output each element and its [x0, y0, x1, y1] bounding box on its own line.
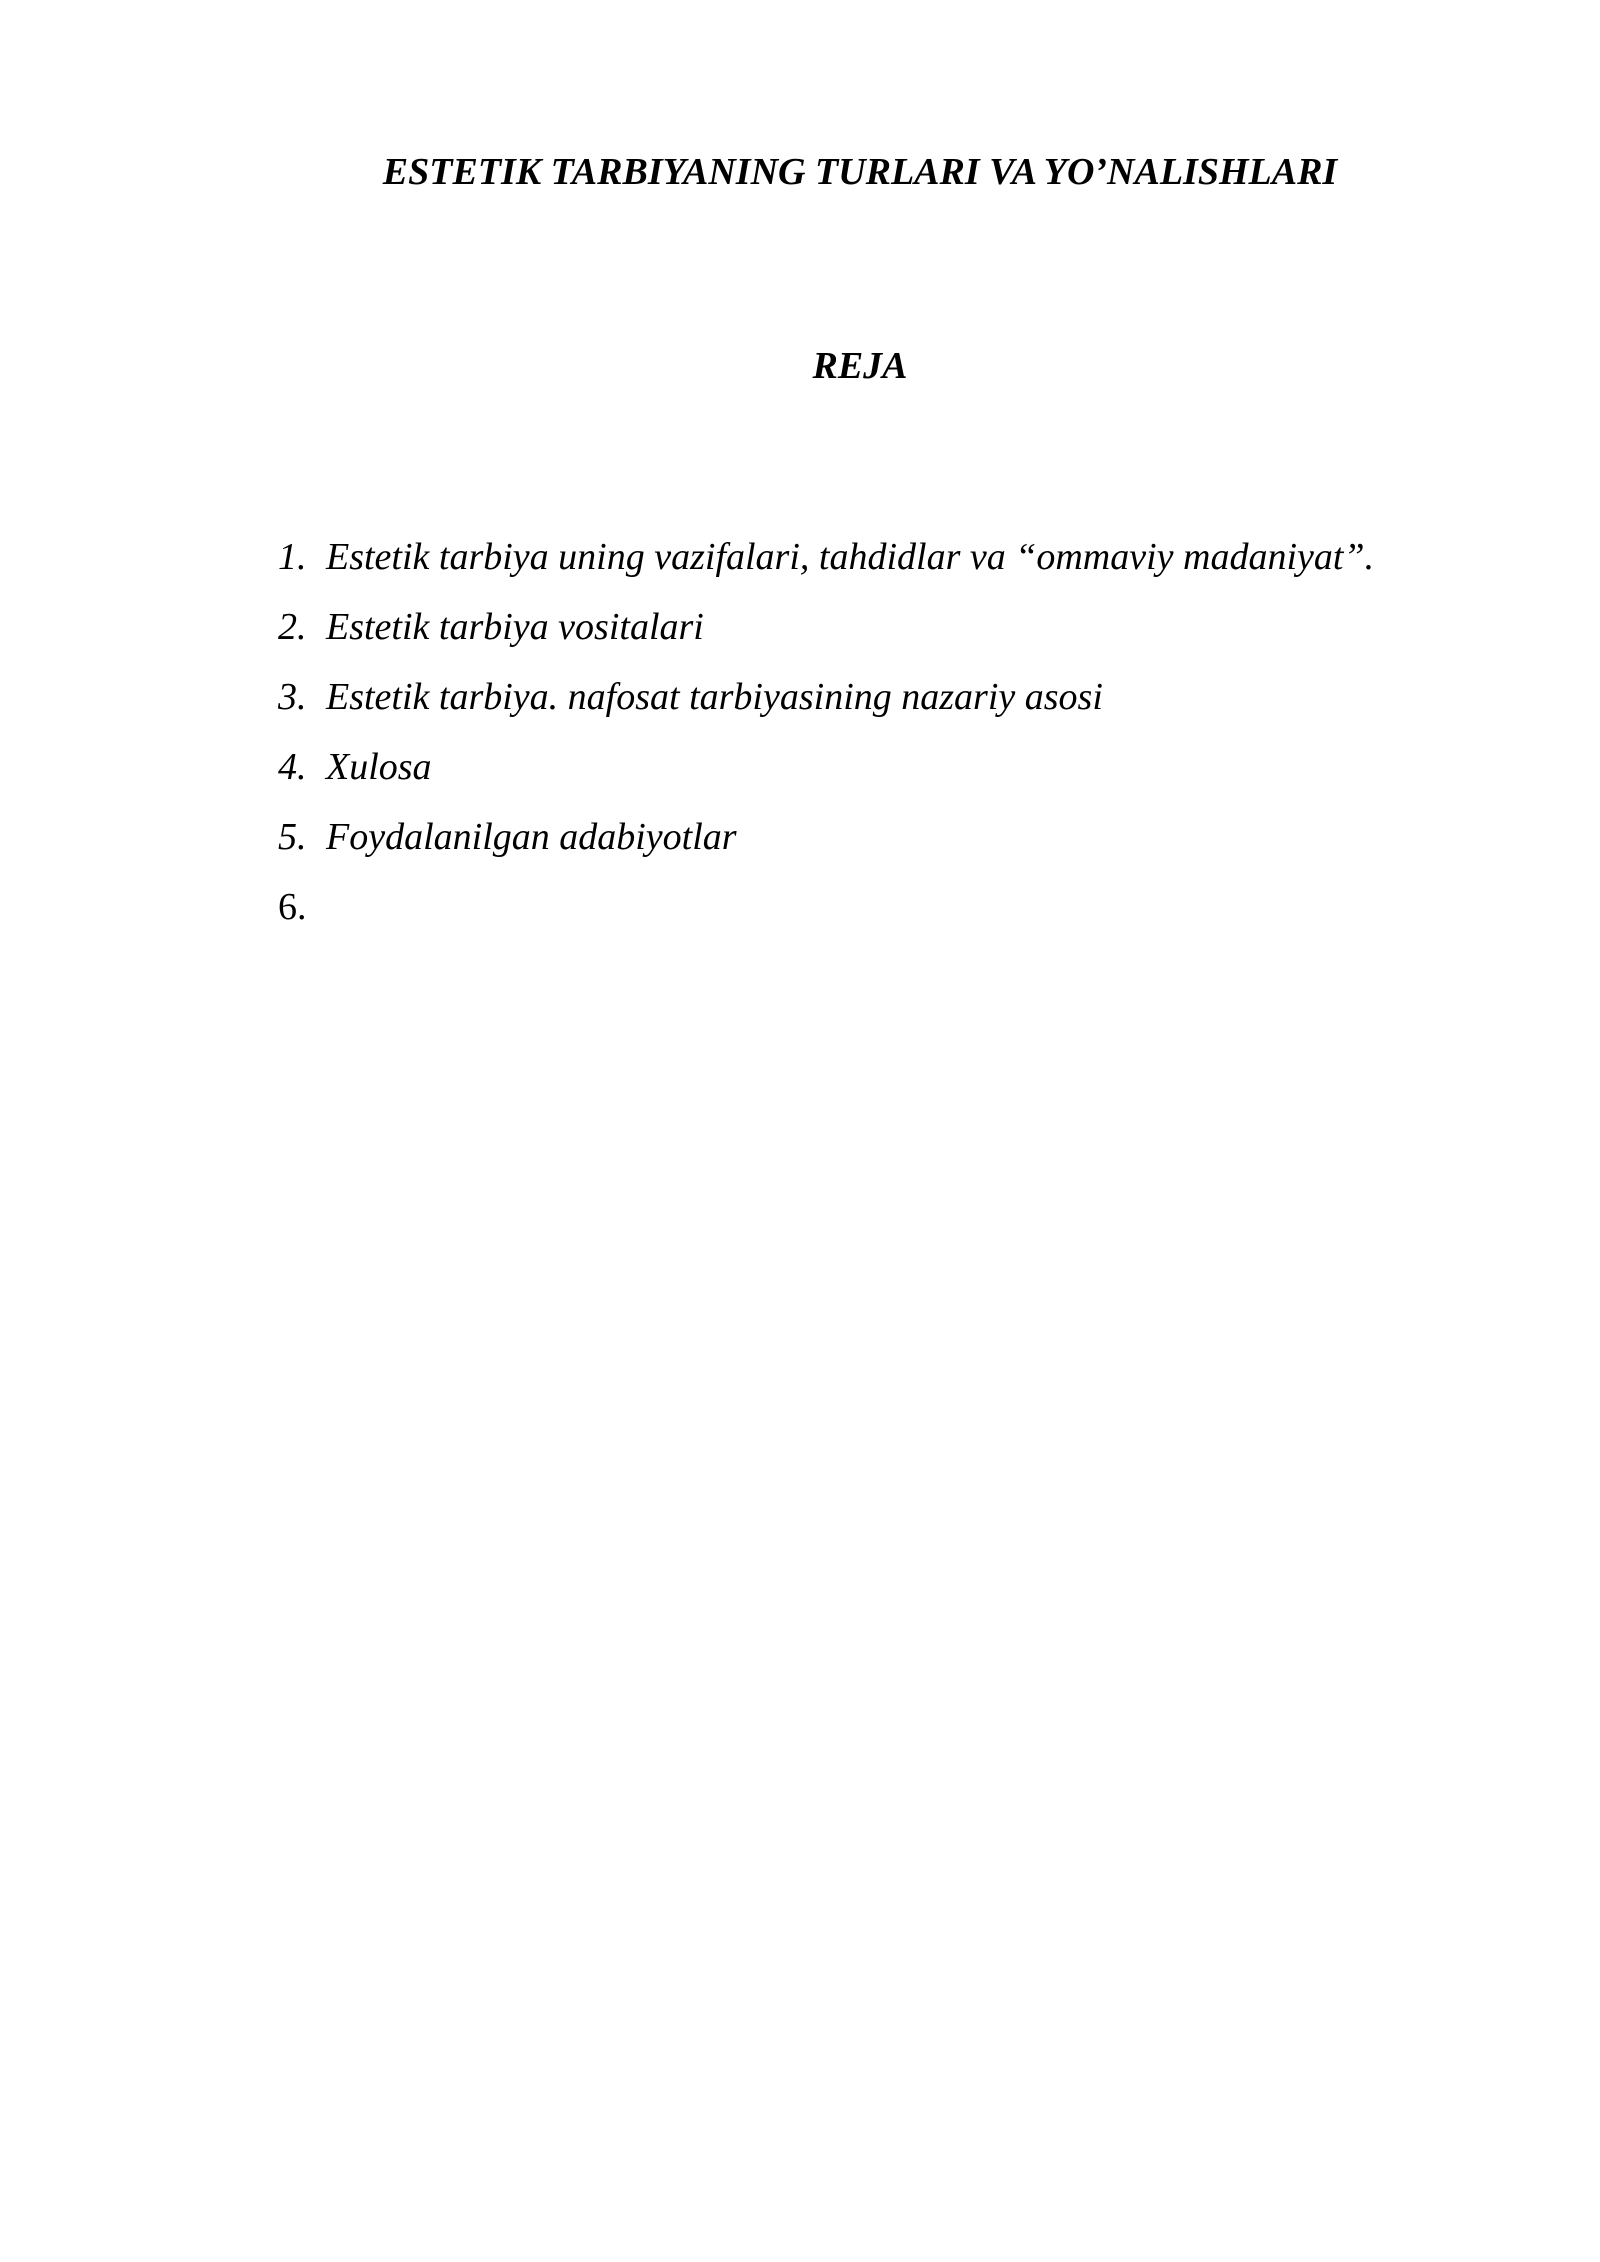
document-title: ESTETIK TARBIYANING TURLARI VA YO’NALISHLARI: [382, 151, 1338, 193]
plan-item-text: Estetik tarbiya vositalari: [326, 606, 704, 648]
plan-item: [278, 605, 1374, 675]
plan-item-number: 1.: [278, 536, 307, 578]
plan-heading: REJA: [812, 345, 908, 387]
plan-item-text: Foydalanilgan adabiyotlar: [326, 816, 737, 858]
plan-item: [278, 815, 1374, 885]
plan-item-number: 2.: [278, 606, 307, 648]
plan-item: [278, 745, 1374, 815]
plan-item-number: 3.: [278, 676, 307, 718]
plan-item-number: 6.: [278, 886, 307, 928]
plan-item: [278, 535, 1374, 605]
plan-item-text: Estetik tarbiya. nafosat tarbiyasining nazariy asosi: [326, 676, 1103, 718]
plan-item: [278, 675, 1374, 745]
plan-list: [278, 535, 1374, 955]
plan-item-number: 5.: [278, 816, 307, 858]
plan-item-text: Xulosa: [326, 746, 432, 788]
plan-item-text: Estetik tarbiya uning vazifalari, tahdidlar va “ommaviy madaniyat”.: [326, 536, 1375, 578]
plan-item-number: 4.: [278, 746, 307, 788]
plan-item: [278, 885, 1374, 955]
